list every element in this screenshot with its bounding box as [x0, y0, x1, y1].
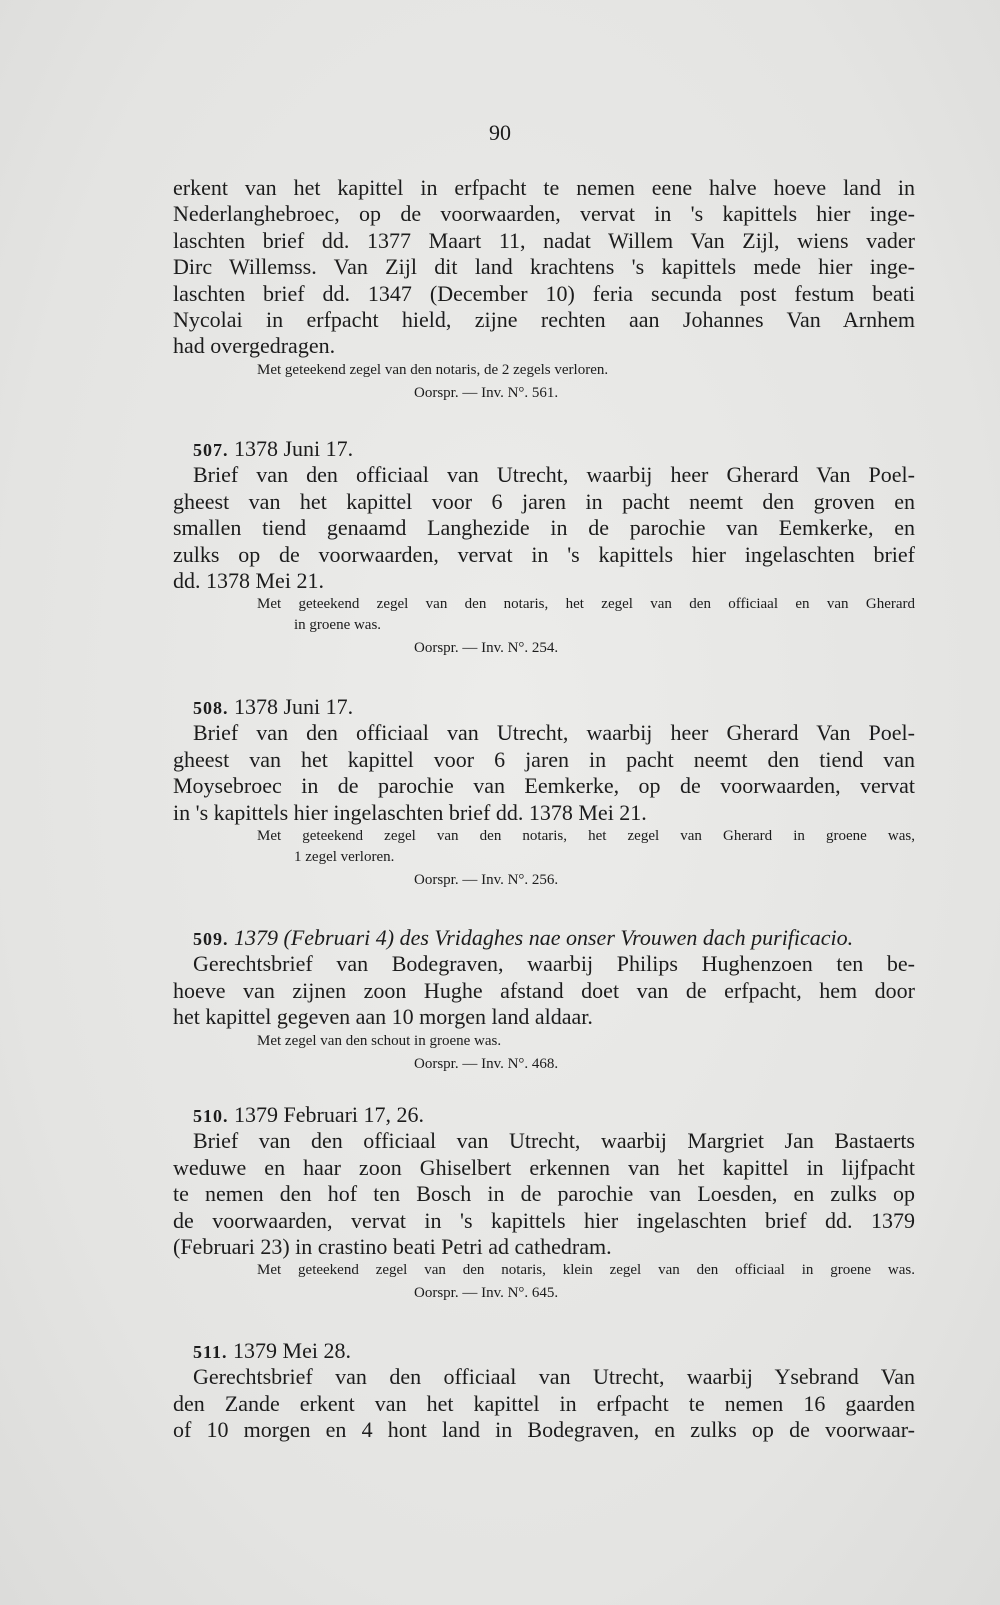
text-line: Dirc Willemss. Van Zijl dit land krachtens 's kapittels mede hier inge- — [173, 254, 915, 280]
seal-note: Met geteekend zegel van den notaris, de 2 zegels verloren. — [257, 361, 609, 378]
text-line: Brief van den officiaal van Utrecht, waarbij heer Gherard Van Poel- — [193, 720, 915, 746]
text-line: Gerechtsbrief van Bodegraven, waarbij Philips Hughenzoen ten be- — [193, 951, 915, 977]
text-line: Nycolai in erfpacht hield, zijne rechten aan Johannes Van Arnhem — [173, 306, 915, 332]
text-line: Nederlanghebroec, op de voorwaarden, vervat in 's kapittels hier inge- — [173, 201, 915, 227]
seal-note: Met zegel van den schout in groene was. — [257, 1032, 502, 1049]
entry-date: 1378 Juni 17. — [234, 436, 354, 461]
text-line: zulks op de voorwaarden, vervat in 's kapittels hier ingelaschten brief — [173, 541, 915, 567]
text-line: dd. 1378 Mei 21. — [173, 567, 324, 593]
text-line: weduwe en haar zoon Ghiselbert erkennen van het kapittel in lijfpacht — [173, 1154, 915, 1180]
text-line: (Februari 23) in crastino beati Petri ad cathedram. — [173, 1233, 612, 1259]
text-line: het kapittel gegeven aan 10 morgen land aldaar. — [173, 1004, 593, 1030]
text-line: Moysebroec in de parochie van Eemkerke, op de voorwaarden, vervat — [173, 773, 915, 799]
entry-date: 1378 Juni 17. — [234, 694, 354, 719]
text-line: laschten brief dd. 1377 Maart 11, nadat Willem Van Zijl, wiens vader — [173, 227, 915, 253]
intro-block — [173, 175, 915, 405]
archive-reference: Oorspr. — Inv. N°. 468. — [414, 1055, 559, 1072]
text-line: te nemen den hof ten Bosch in de parochie van Loesden, en zulks op — [173, 1181, 915, 1207]
page-number: 90 — [489, 120, 511, 145]
entry-heading — [173, 1338, 915, 1364]
seal-note: Met geteekend zegel van den notaris, het zegel van Gherard in groene was, — [257, 827, 915, 844]
entry-number: 510. — [193, 1106, 229, 1126]
text-line: Gerechtsbrief van den officiaal van Utrecht, waarbij Ysebrand Van — [193, 1364, 915, 1390]
seal-note: 1 zegel verloren. — [294, 848, 395, 865]
archive-reference: Oorspr. — Inv. N°. 256. — [414, 871, 559, 888]
seal-note: Met geteekend zegel van den notaris, het zegel van den officiaal en van Gherard — [257, 596, 915, 613]
text-line: hoeve van zijnen zoon Hughe afstand doet van de erfpacht, hem door — [173, 977, 915, 1003]
text-line: Brief van den officiaal van Utrecht, waarbij Margriet Jan Bastaerts — [193, 1128, 915, 1154]
archive-reference: Oorspr. — Inv. N°. 254. — [414, 640, 559, 657]
text-line: den Zande erkent van het kapittel in erfpacht te nemen 16 gaarden — [173, 1390, 915, 1416]
entry-509 — [173, 925, 915, 1076]
entry-number: 507. — [193, 440, 229, 460]
seal-note: in groene was. — [294, 617, 382, 634]
text-line: laschten brief dd. 1347 (December 10) feria secunda post festum beati — [173, 280, 915, 306]
entry-number: 508. — [193, 698, 229, 718]
entry-heading — [173, 925, 915, 951]
archive-reference: Oorspr. — Inv. N°. 645. — [414, 1285, 559, 1302]
text-line: of 10 morgen en 4 hont land in Bodegraven, en zulks op de voorwaar- — [173, 1417, 915, 1443]
entry-507 — [173, 436, 915, 660]
entry-heading — [173, 436, 915, 462]
entry-510 — [173, 1102, 915, 1305]
text-line: Brief van den officiaal van Utrecht, waarbij heer Gherard Van Poel- — [193, 462, 915, 488]
seal-note: Met geteekend zegel van den notaris, klein zegel van den officiaal in groene was. — [257, 1262, 915, 1279]
entry-number: 511. — [193, 1342, 228, 1362]
text-line: erkent van het kapittel in erfpacht te nemen eene halve hoeve land in — [173, 175, 915, 200]
entry-508 — [173, 694, 915, 892]
text-line: gheest van het kapittel voor 6 jaren in pacht neemt den tiend van — [173, 746, 915, 772]
text-line: gheest van het kapittel voor 6 jaren in pacht neemt den groven en — [173, 488, 915, 514]
entry-date: 1379 Februari 17, 26. — [234, 1102, 425, 1127]
text-line: smallen tiend genaamd Langhezide in de parochie van Eemkerke, en — [173, 515, 915, 541]
entry-heading — [173, 694, 915, 720]
entry-date: 1379 Mei 28. — [233, 1338, 351, 1363]
text-line: de voorwaarden, vervat in 's kapittels hier ingelaschten brief dd. 1379 — [173, 1207, 915, 1233]
entry-heading — [173, 1102, 915, 1128]
entry-511 — [173, 1338, 915, 1444]
text-line: in 's kapittels hier ingelaschten brief dd. 1378 Mei 21. — [173, 799, 647, 825]
entry-number: 509. — [193, 929, 229, 949]
archive-reference: Oorspr. — Inv. N°. 561. — [414, 384, 559, 401]
entry-date: 1379 (Februari 4) des Vridaghes nae onser Vrouwen dach purificacio. — [234, 925, 854, 950]
text-line: had overgedragen. — [173, 333, 336, 359]
